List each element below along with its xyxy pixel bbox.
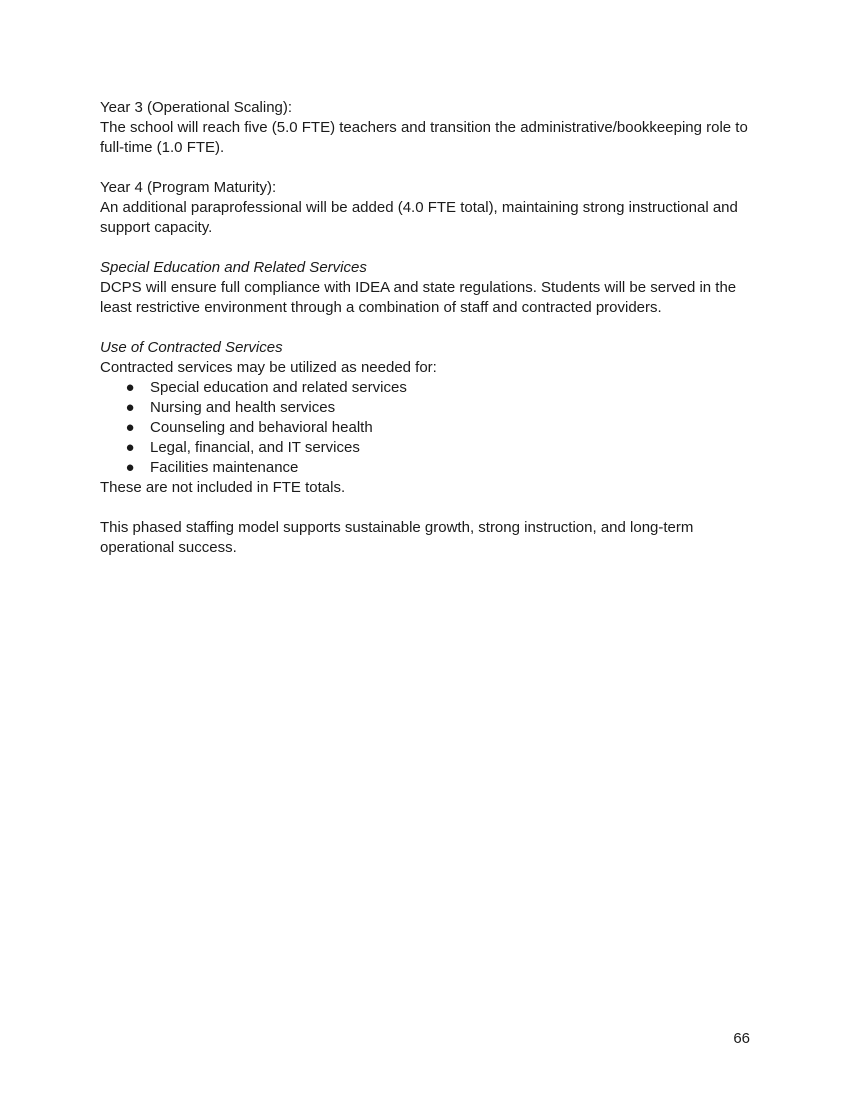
bullet-icon: ● bbox=[125, 379, 135, 396]
bullet-icon: ● bbox=[125, 439, 135, 456]
conclusion-section bbox=[100, 518, 752, 558]
contracted-services-list bbox=[100, 378, 752, 478]
contracted-services-intro: Contracted services may be utilized as needed for: bbox=[100, 359, 437, 376]
list-item bbox=[100, 458, 752, 478]
year3-body: The school will reach five (5.0 FTE) teachers and transition the administrative/bookkeeping role to full-time (1.0 FTE). bbox=[100, 119, 748, 156]
list-item-text: Nursing and health services bbox=[150, 399, 336, 416]
special-education-heading: Special Education and Related Services bbox=[100, 259, 367, 276]
year4-heading: Year 4 (Program Maturity): bbox=[100, 179, 277, 196]
list-item-text: Special education and related services bbox=[150, 379, 407, 396]
list-item-text: Counseling and behavioral health bbox=[150, 419, 373, 436]
list-item bbox=[100, 438, 752, 458]
year4-section bbox=[100, 178, 752, 238]
year3-section bbox=[100, 98, 752, 158]
page-content bbox=[100, 98, 752, 558]
page-number: 66 bbox=[733, 1030, 750, 1047]
conclusion-text: This phased staffing model supports sustainable growth, strong instruction, and long-term operational success. bbox=[100, 519, 694, 556]
bullet-icon: ● bbox=[125, 459, 135, 476]
special-education-section bbox=[100, 258, 752, 318]
contracted-services-section bbox=[100, 338, 752, 498]
list-item-text: Legal, financial, and IT services bbox=[150, 439, 360, 456]
list-item-text: Facilities maintenance bbox=[150, 459, 299, 476]
bullet-icon: ● bbox=[125, 399, 135, 416]
special-education-body: DCPS will ensure full compliance with IDEA and state regulations. Students will be served in the least restrictive environment through a combination of staff and contracted providers. bbox=[100, 279, 737, 316]
list-item bbox=[100, 378, 752, 398]
year3-heading: Year 3 (Operational Scaling): bbox=[100, 99, 293, 116]
list-item bbox=[100, 418, 752, 438]
contracted-services-note: These are not included in FTE totals. bbox=[100, 479, 346, 496]
contracted-services-heading: Use of Contracted Services bbox=[100, 339, 283, 356]
bullet-icon: ● bbox=[125, 419, 135, 436]
list-item bbox=[100, 398, 752, 418]
year4-body: An additional paraprofessional will be added (4.0 FTE total), maintaining strong instructional and support capacity. bbox=[100, 199, 738, 236]
